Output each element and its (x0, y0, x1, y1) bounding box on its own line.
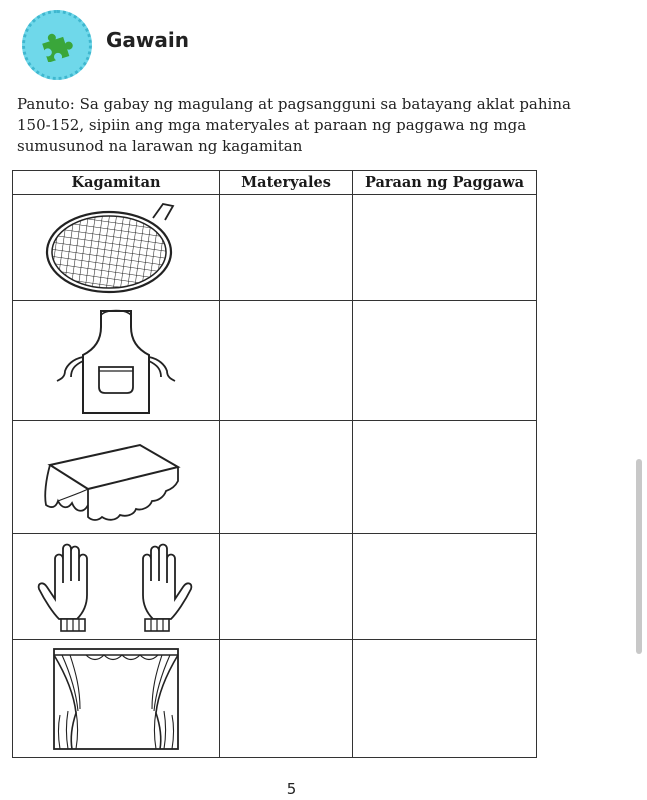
table-row (13, 640, 537, 758)
activity-badge (22, 10, 92, 80)
materyales-cell[interactable] (220, 534, 353, 640)
column-header-paraan: Paraan ng Paggawa (353, 171, 537, 195)
curtain-icon (46, 645, 186, 753)
paraan-cell[interactable] (353, 421, 537, 534)
kagamitan-cell (13, 421, 220, 534)
puzzle-piece-icon (39, 30, 77, 62)
apron-icon (51, 305, 181, 417)
scrollbar[interactable] (636, 459, 642, 654)
column-header-materyales: Materyales (220, 171, 353, 195)
paraan-cell[interactable] (353, 534, 537, 640)
table-row (13, 301, 537, 421)
activity-title: Gawain (106, 28, 189, 52)
paraan-cell[interactable] (353, 640, 537, 758)
gloves-icon (31, 537, 201, 637)
kagamitan-cell (13, 301, 220, 421)
kagamitan-cell (13, 534, 220, 640)
kagamitan-cell (13, 640, 220, 758)
instructions-text: Panuto: Sa gabay ng magulang at pagsangguni sa batayang aklat pahina 150-152, sipiin ang mga materyales at paraan ng paggawa ng mga sumusunod na larawan ng kagamitan (17, 95, 571, 155)
page-number: 5 (286, 780, 297, 798)
paraan-cell[interactable] (353, 195, 537, 301)
pot-holder-icon (41, 198, 191, 298)
tablecloth-icon (36, 425, 196, 529)
materyales-cell[interactable] (220, 640, 353, 758)
column-header-kagamitan: Kagamitan (13, 171, 220, 195)
table-row (13, 534, 537, 640)
table-header-row (13, 171, 537, 195)
kagamitan-cell (13, 195, 220, 301)
table-row (13, 421, 537, 534)
worksheet-table (12, 170, 537, 758)
materyales-cell[interactable] (220, 421, 353, 534)
materyales-cell[interactable] (220, 195, 353, 301)
materyales-cell[interactable] (220, 301, 353, 421)
table-row (13, 195, 537, 301)
paraan-cell[interactable] (353, 301, 537, 421)
